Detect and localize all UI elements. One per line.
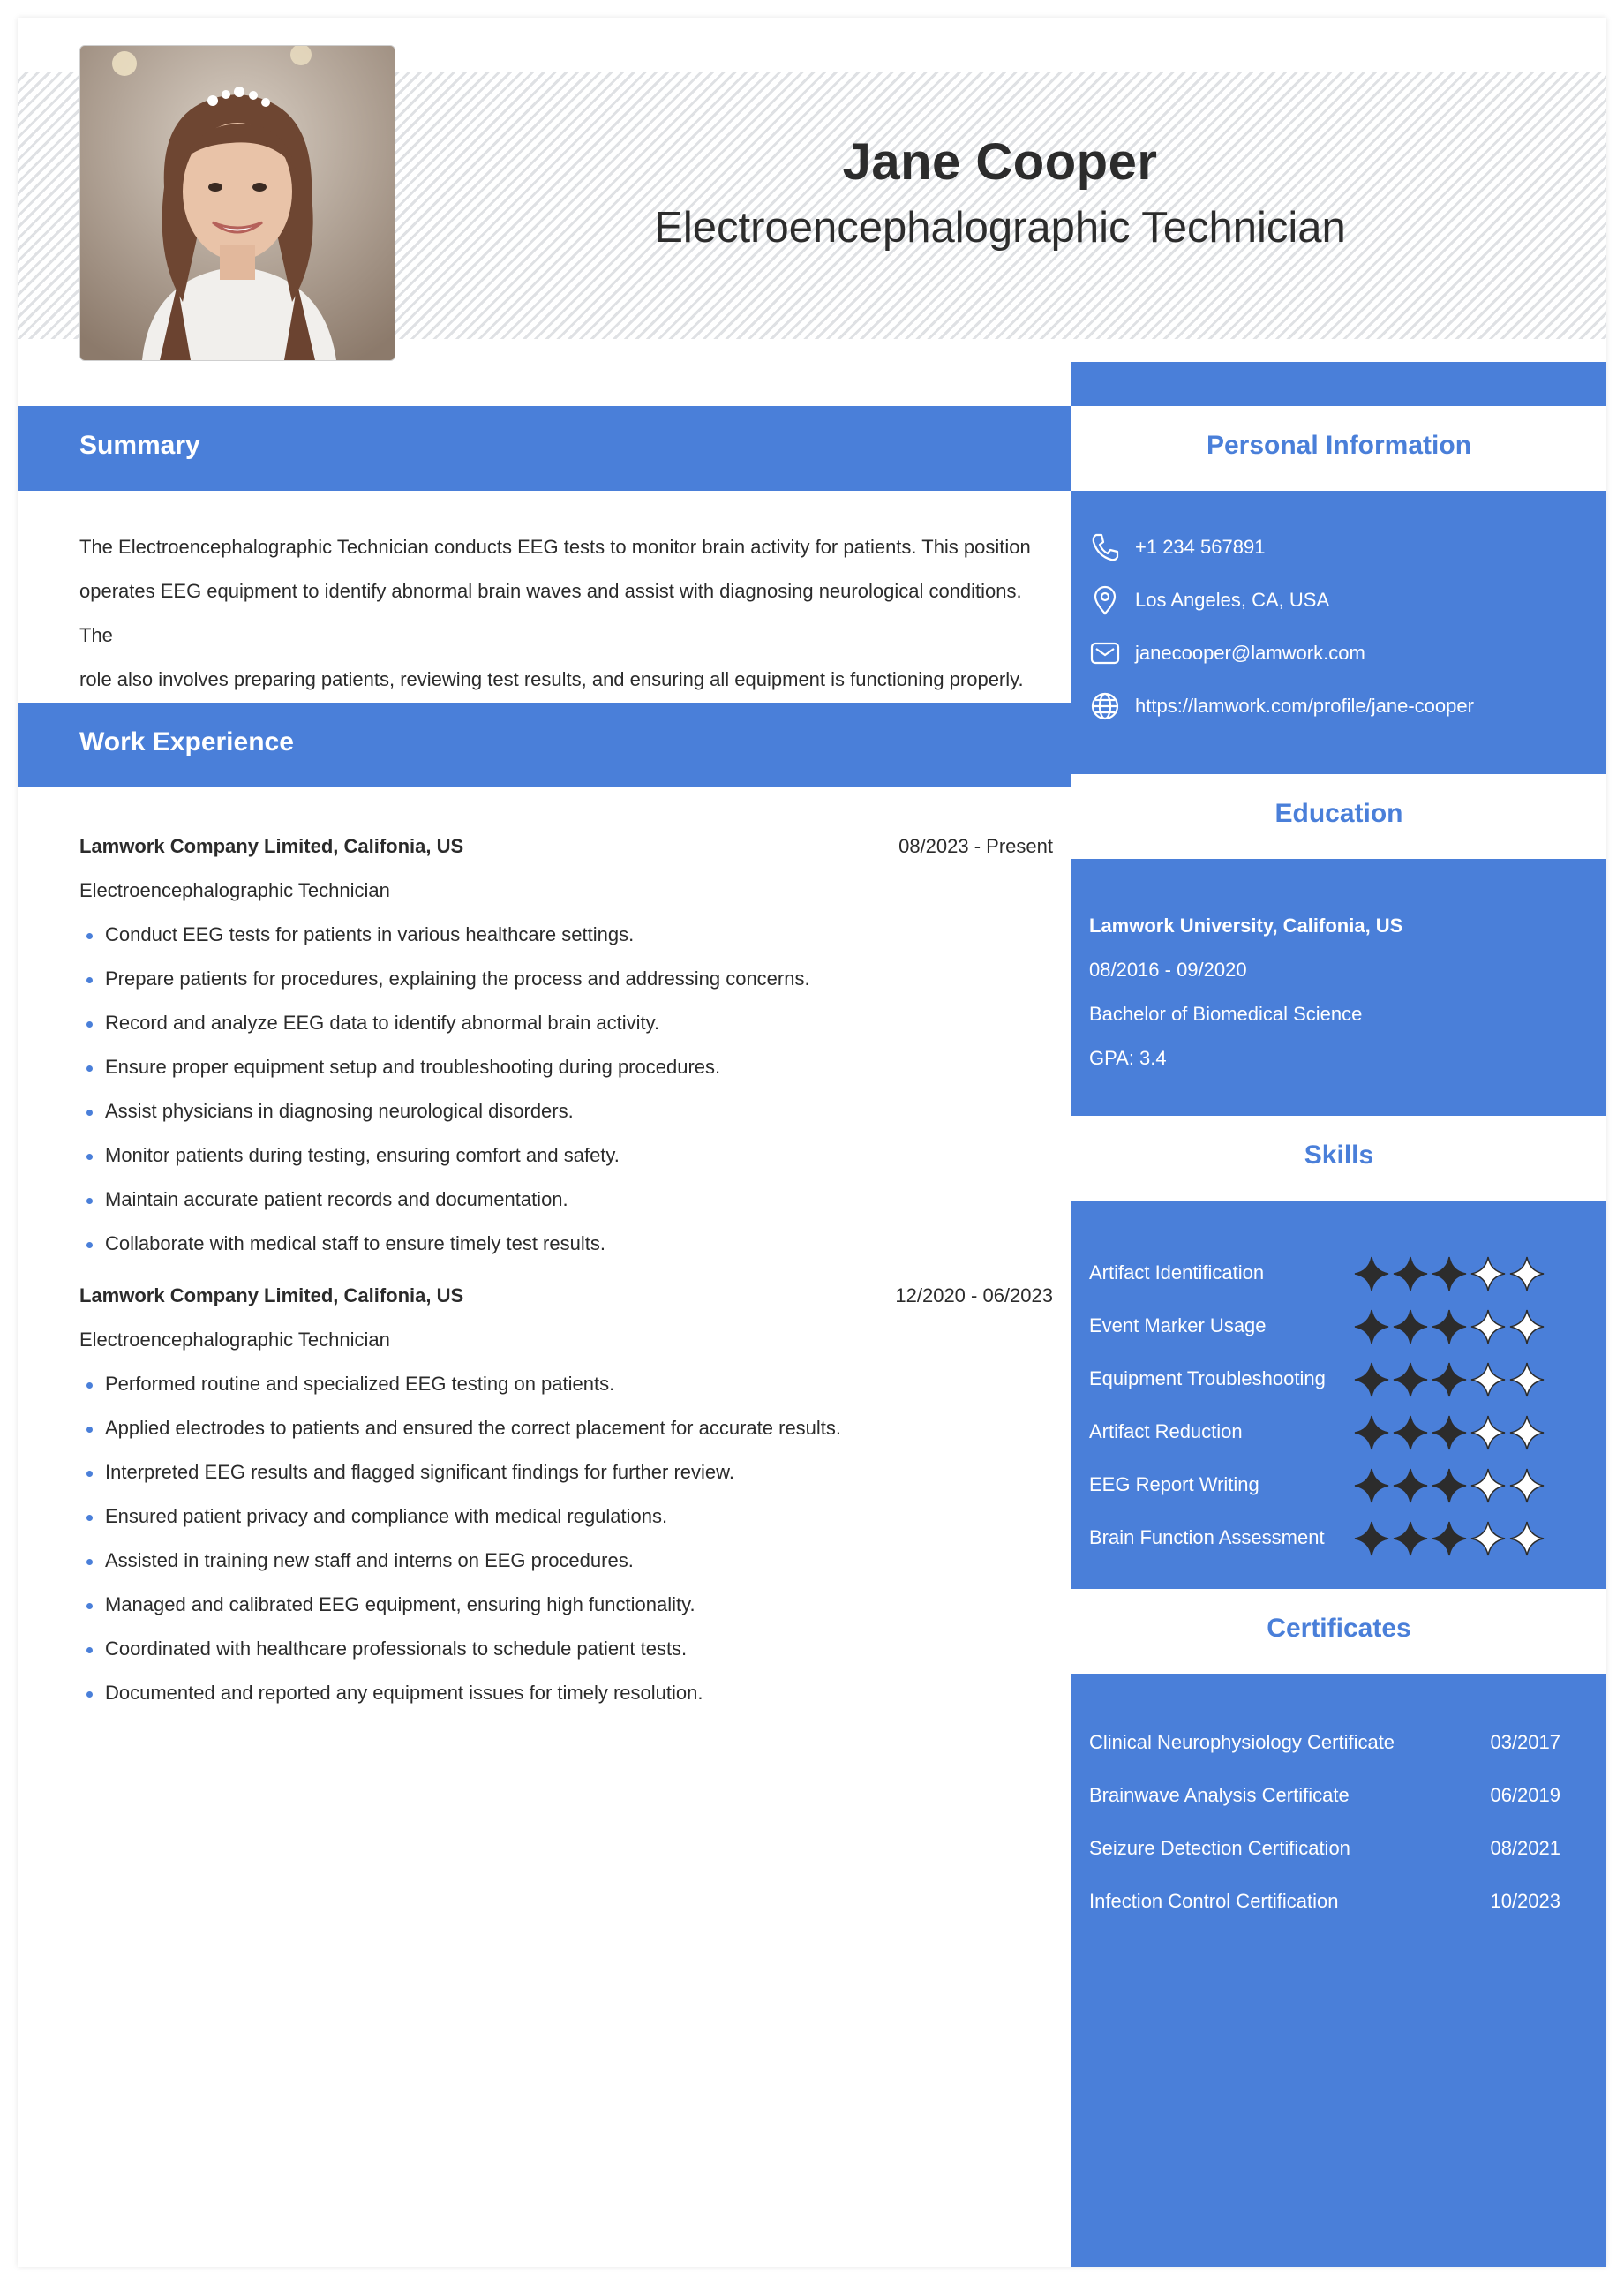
contact-email — [1089, 637, 1592, 673]
star-empty-icon — [1509, 1468, 1545, 1503]
summary-heading: Summary — [79, 431, 200, 460]
star-filled-icon — [1432, 1362, 1467, 1397]
job-bullet: Prepare patients for procedures, explaining the process and addressing concerns. — [79, 967, 1050, 1012]
skill-name: Event Marker Usage — [1089, 1314, 1267, 1336]
job-bullets — [79, 1373, 1050, 1726]
star-filled-icon — [1393, 1362, 1428, 1397]
star-filled-icon — [1354, 1521, 1389, 1556]
education-school: Lamwork University, Califonia, US — [1089, 915, 1403, 937]
certificate-item — [1089, 1731, 1575, 1758]
job-bullet: Documented and reported any equipment issues for timely resolution. — [79, 1682, 1050, 1726]
work-heading-bar — [18, 703, 1071, 787]
skill-item — [1089, 1309, 1583, 1344]
job-bullet: Coordinated with healthcare professionals to schedule patient tests. — [79, 1637, 1050, 1682]
star-filled-icon — [1393, 1468, 1428, 1503]
skill-name: Artifact Reduction — [1089, 1420, 1243, 1442]
skill-item — [1089, 1468, 1583, 1503]
skill-item — [1089, 1521, 1583, 1556]
skill-name: Brain Function Assessment — [1089, 1526, 1325, 1548]
skills-heading-box — [1071, 1116, 1606, 1201]
skill-rating — [1354, 1309, 1548, 1344]
skill-item — [1089, 1415, 1583, 1450]
skill-rating — [1354, 1362, 1548, 1397]
skill-rating — [1354, 1468, 1548, 1503]
star-filled-icon — [1432, 1521, 1467, 1556]
job-bullet: Performed routine and specialized EEG testing on patients. — [79, 1373, 1050, 1417]
certificates-heading: Certificates — [1267, 1614, 1411, 1643]
summary-line: operates EEG equipment to identify abnormal brain waves and assist with diagnosing neurological conditions. The — [79, 580, 1022, 646]
job-role: Electroencephalographic Technician — [79, 879, 390, 901]
work-heading: Work Experience — [79, 727, 294, 757]
summary-line: The Electroencephalographic Technician conducts EEG tests to monitor brain activity for patients. This position — [79, 536, 1031, 558]
location-icon — [1089, 584, 1121, 616]
personal-heading-box — [1071, 406, 1606, 491]
certificates-heading-box — [1071, 1589, 1606, 1674]
star-filled-icon — [1432, 1415, 1467, 1450]
skill-rating — [1354, 1256, 1548, 1291]
skills-heading: Skills — [1304, 1140, 1374, 1170]
job-bullets — [79, 923, 1050, 1276]
certificate-date: 10/2023 — [1490, 1890, 1560, 1912]
certificate-name: Infection Control Certification — [1089, 1890, 1339, 1912]
job-bullet: Assisted in training new staff and interns on EEG procedures. — [79, 1549, 1050, 1593]
contact-phone — [1089, 531, 1592, 567]
star-empty-icon — [1470, 1521, 1506, 1556]
job-bullet: Managed and calibrated EEG equipment, ensuring high functionality. — [79, 1593, 1050, 1637]
certificate-name: Brainwave Analysis Certificate — [1089, 1784, 1350, 1806]
website-value[interactable]: https://lamwork.com/profile/jane-cooper — [1135, 695, 1474, 717]
star-empty-icon — [1509, 1256, 1545, 1291]
education-degree: Bachelor of Biomedical Science — [1089, 1003, 1363, 1025]
job-bullet: Record and analyze EEG data to identify abnormal brain activity. — [79, 1012, 1050, 1056]
star-empty-icon — [1470, 1256, 1506, 1291]
star-filled-icon — [1393, 1415, 1428, 1450]
education-heading: Education — [1274, 799, 1403, 828]
star-filled-icon — [1432, 1468, 1467, 1503]
star-empty-icon — [1470, 1415, 1506, 1450]
star-empty-icon — [1509, 1521, 1545, 1556]
star-filled-icon — [1393, 1256, 1428, 1291]
star-empty-icon — [1509, 1309, 1545, 1344]
skill-rating — [1354, 1521, 1548, 1556]
contact-website — [1089, 690, 1592, 726]
education-gpa: GPA: 3.4 — [1089, 1047, 1167, 1069]
job-role: Electroencephalographic Technician — [79, 1329, 390, 1351]
profile-photo — [79, 45, 395, 361]
star-empty-icon — [1509, 1362, 1545, 1397]
phone-icon — [1089, 531, 1121, 563]
certificate-name: Seizure Detection Certification — [1089, 1837, 1350, 1859]
phone-value: +1 234 567891 — [1135, 536, 1266, 558]
job-company: Lamwork Company Limited, Califonia, US — [79, 1284, 464, 1306]
email-value[interactable]: janecooper@lamwork.com — [1135, 642, 1365, 664]
skill-name: Equipment Troubleshooting — [1089, 1367, 1326, 1389]
email-icon — [1089, 637, 1121, 669]
certificate-item — [1089, 1784, 1575, 1810]
education-dates: 08/2016 - 09/2020 — [1089, 959, 1247, 981]
summary-heading-bar — [18, 406, 1071, 491]
star-empty-icon — [1470, 1362, 1506, 1397]
resume-page — [18, 18, 1606, 2267]
job-bullet: Interpreted EEG results and flagged significant findings for further review. — [79, 1461, 1050, 1505]
star-filled-icon — [1393, 1521, 1428, 1556]
candidate-title: Electroencephalographic Technician — [654, 204, 1346, 252]
skill-name: Artifact Identification — [1089, 1261, 1265, 1284]
job-bullet: Conduct EEG tests for patients in various healthcare settings. — [79, 923, 1050, 967]
star-empty-icon — [1470, 1309, 1506, 1344]
skill-rating — [1354, 1415, 1548, 1450]
summary-line: role also involves preparing patients, reviewing test results, and ensuring all equipment is functioning properly. — [79, 668, 1024, 690]
skill-name: EEG Report Writing — [1089, 1473, 1259, 1495]
contact-location — [1089, 584, 1592, 620]
summary-text — [79, 525, 1050, 702]
job-bullet: Ensured patient privacy and compliance with medical regulations. — [79, 1505, 1050, 1549]
skill-item — [1089, 1256, 1583, 1291]
star-empty-icon — [1509, 1415, 1545, 1450]
certificate-date: 06/2019 — [1490, 1784, 1560, 1806]
education-heading-box — [1071, 774, 1606, 859]
candidate-name: Jane Cooper — [842, 133, 1158, 191]
star-filled-icon — [1354, 1256, 1389, 1291]
location-value: Los Angeles, CA, USA — [1135, 589, 1330, 611]
star-filled-icon — [1393, 1309, 1428, 1344]
job-bullet: Assist physicians in diagnosing neurological disorders. — [79, 1100, 1050, 1144]
certificate-date: 08/2021 — [1490, 1837, 1560, 1859]
certificate-date: 03/2017 — [1490, 1731, 1560, 1753]
job-bullet: Applied electrodes to patients and ensured the correct placement for accurate results. — [79, 1417, 1050, 1461]
globe-icon — [1089, 690, 1121, 722]
star-filled-icon — [1354, 1468, 1389, 1503]
star-filled-icon — [1354, 1415, 1389, 1450]
job-bullet: Ensure proper equipment setup and troubleshooting during procedures. — [79, 1056, 1050, 1100]
star-filled-icon — [1432, 1256, 1467, 1291]
certificate-item — [1089, 1837, 1575, 1863]
job-bullet: Maintain accurate patient records and documentation. — [79, 1188, 1050, 1232]
personal-heading: Personal Information — [1206, 431, 1472, 460]
star-filled-icon — [1354, 1309, 1389, 1344]
star-empty-icon — [1470, 1468, 1506, 1503]
star-filled-icon — [1432, 1309, 1467, 1344]
job-dates: 08/2023 - Present — [898, 835, 1053, 857]
certificate-name: Clinical Neurophysiology Certificate — [1089, 1731, 1395, 1753]
certificate-item — [1089, 1890, 1575, 1916]
star-filled-icon — [1354, 1362, 1389, 1397]
job-company: Lamwork Company Limited, Califonia, US — [79, 835, 464, 857]
skill-item — [1089, 1362, 1583, 1397]
job-dates: 12/2020 - 06/2023 — [895, 1284, 1053, 1306]
job-bullet: Monitor patients during testing, ensuring comfort and safety. — [79, 1144, 1050, 1188]
job-bullet: Collaborate with medical staff to ensure timely test results. — [79, 1232, 1050, 1276]
